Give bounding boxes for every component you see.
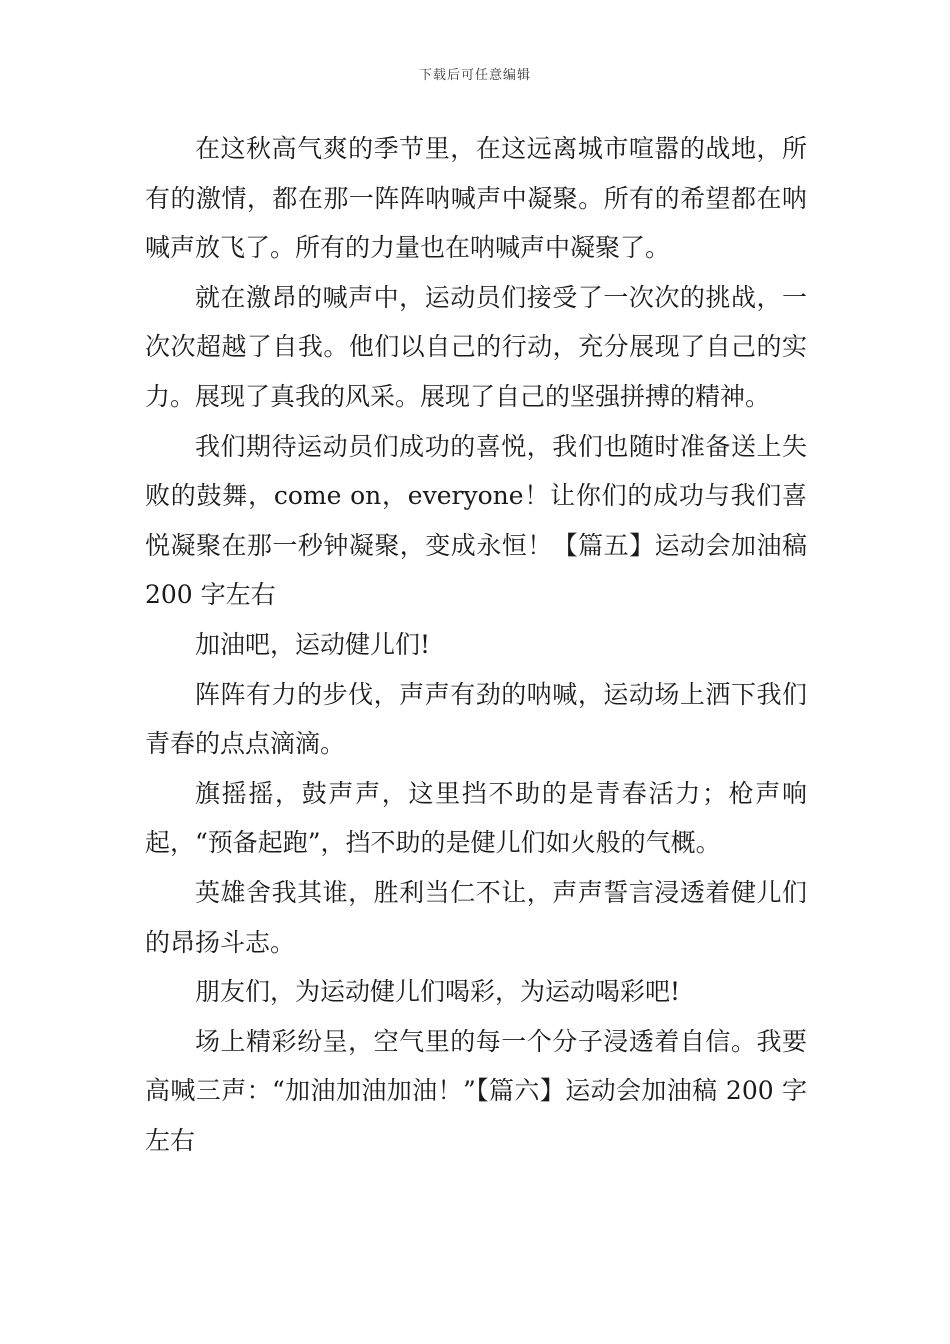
paragraph: 旗摇摇，鼓声声，这里挡不助的是青春活力；枪声响起，“预备起跑”，挡不助的是健儿们如火般的气概。: [145, 778, 807, 858]
paragraph: 加油吧，运动健儿们!: [195, 629, 431, 659]
paragraph: 朋友们，为运动健儿们喝彩，为运动喝彩吧!: [195, 977, 681, 1007]
paragraph: 场上精彩纷呈，空气里的每一个分子浸透着自信。我要高喊三声：“加油加油加油！”【篇六】运动会加油稿 200 字左右: [145, 1026, 807, 1155]
page-header: 下载后可任意编辑: [418, 68, 531, 83]
paragraph: 英雄舍我其谁，胜利当仁不让，声声誓言浸透着健儿们的昂扬斗志。: [145, 877, 807, 957]
paragraph: 我们期待运动员们成功的喜悦，我们也随时准备送上失败的鼓舞，come on，everyone！让你们的成功与我们喜悦凝聚在那一秒钟凝聚，变成永恒！【篇五】运动会加油稿 200 字左右: [145, 431, 807, 610]
paragraph: 阵阵有力的步伐，声声有劲的呐喊，运动场上洒下我们青春的点点滴滴。: [145, 679, 807, 759]
paragraph: 在这秋高气爽的季节里，在这远离城市喧嚣的战地，所有的激情，都在那一阵阵呐喊声中凝聚。所有的希望都在呐喊声放飞了。所有的力量也在呐喊声中凝聚了。: [145, 134, 807, 263]
paragraph: 就在激昂的喊声中，运动员们接受了一次次的挑战，一次次超越了自我。他们以自己的行动，充分展现了自己的实力。展现了真我的风采。展现了自己的坚强拼搏的精神。: [145, 282, 807, 411]
document-body: [145, 124, 807, 1165]
